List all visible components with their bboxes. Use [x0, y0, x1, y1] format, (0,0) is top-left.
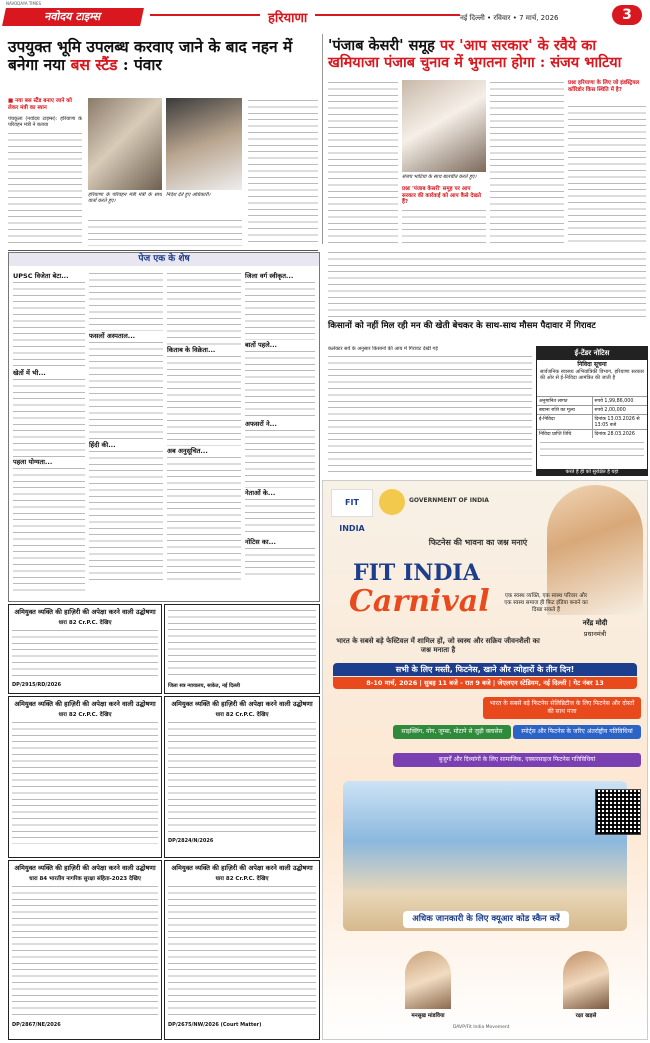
tender-row-value: दिनांक 28.03.2026 — [592, 430, 648, 438]
notice-3-text — [12, 720, 158, 844]
farmers-headline: किसानों को नहीं मिल रही मन की खेती बेचकर के साथ-साथ मौसम पैदावार में गिरावट — [328, 321, 596, 331]
masthead-small: NAVODAYA TIMES — [6, 1, 42, 6]
notice-5 — [8, 860, 162, 1040]
notice-1-section: धारा 82 Cr.P.C. देखिए — [58, 620, 112, 626]
continuation-head-9: बातों पहले... — [245, 341, 278, 349]
continuation-head-11: नेताओं के... — [245, 489, 276, 497]
tender-title: ई-टेंडर नोटिस — [537, 347, 647, 360]
minister-photo-1 — [405, 951, 451, 1009]
tender-row — [537, 396, 647, 405]
right-photo — [402, 80, 486, 172]
notice-4-text — [168, 720, 316, 836]
continuation-text-13 — [245, 497, 315, 537]
notice-6-section: धारा 82 Cr.P.C. देखिए — [215, 876, 269, 882]
left-byline: पंचकूला (नवोदय टाइम्स): हरियाणा के परिवहन मंत्री ने बताया — [8, 116, 82, 129]
activity-chip-4: बुजुर्गों और दिव्यांगों के लिए सामाजिक, एक्सरसाइज फिटनेस गतिविधियां — [393, 753, 641, 767]
stadium-crowd-image — [343, 781, 627, 931]
continuation-head-6: किताब के विक्रेता... — [167, 346, 216, 354]
left-headline-end: : पंवार — [117, 54, 162, 74]
minister-photo-2 — [563, 951, 609, 1009]
left-story-kicker-block — [8, 98, 82, 243]
continuation-text-3 — [13, 466, 85, 592]
continuation-text-1 — [13, 280, 85, 368]
continuation-head-8: जिला वर्ग स्वीकृत... — [245, 272, 294, 280]
ad-dates: सभी के लिए मस्ती, फिटनेस, खाने और त्योहारों के तीन दिन! — [333, 663, 637, 676]
tender-row — [537, 429, 647, 438]
right-headline-a: 'पंजाब केसरी' समूह — [328, 37, 440, 54]
notice-5-text — [12, 884, 158, 1020]
activity-chip-1: भारत के सबसे बड़े फिटनेस सेलिब्रिटीज के लिए फिटनेस और दोस्तों की साथ मजा — [483, 697, 641, 719]
right-question-2: प्रश्नः हरियाणा के लिए जो इंडस्ट्रियल कॉरिडोर किस स्थिति में है? — [568, 80, 640, 93]
farmers-lead: कलेक्टर सर्वे के अनुसार किसानों की आय में गिरावट देखी गई — [328, 346, 438, 352]
tender-row-value: रुपये 1,99,86,000 — [592, 397, 648, 405]
right-story-text-2 — [402, 208, 486, 246]
left-headline-red: बस स्टैंड — [70, 54, 118, 74]
notice-4 — [164, 696, 320, 858]
tender-row-value: दिनांक 13.03.2026 से 13:05 बजे — [592, 415, 648, 429]
left-headline-text: उपयुक्त भूमि उपलब्ध करवाए जाने के बाद नहन में बनेगा नया — [8, 37, 293, 74]
continuation-head-3: पहला योग्यता... — [13, 458, 53, 466]
notice-3-title: अमियुक्त व्यक्ति की हाज़िरी की अपेक्षा करने वाली उद्घोषणा — [9, 697, 161, 710]
continuation-head-2: खेतों में भी... — [13, 369, 46, 377]
qr-prompt: अधिक जानकारी के लिए क्यूआर कोड स्कैन करें — [403, 911, 569, 928]
notice-4-title: अमियुक्त व्यक्ति की हाज़िरी की अपेक्षा करने वाली उद्घोषणा — [165, 697, 319, 710]
right-story-text-1 — [328, 80, 398, 246]
continuation-text-8 — [167, 354, 241, 446]
gov-label: GOVERNMENT OF INDIA — [409, 497, 489, 504]
masthead — [0, 0, 650, 30]
column-divider — [322, 34, 323, 244]
ad-subtitle: भारत के सबसे बड़े फेस्टिवल में शामिल हों, जो स्वस्थ और सक्रिय जीवनशैली का जश्न मनाता है — [336, 637, 540, 654]
left-story-text-col — [248, 98, 318, 246]
pm-name: नरेंद्र मोदी — [582, 619, 608, 627]
ad-tagline: फिटनेस की भावना का जश्न मनाएं — [428, 538, 528, 547]
carnival-title-a: FIT INDIA — [353, 560, 480, 586]
left-headline — [8, 38, 318, 74]
notice-6-title: अमियुक्त व्यक्ति की हाज़िरी की अपेक्षा करने वाली उद्घोषणा — [165, 861, 319, 874]
right-story-text-4 — [568, 104, 646, 246]
continuation-text-4 — [89, 271, 163, 331]
continuation-head-4: फसलों अस्पताल... — [89, 332, 136, 340]
right-caption: संजय भाटिया के साथ बातचीत करते हुए। — [402, 174, 477, 180]
left-caption-2: निर्देश देते हुए अधिकारी। — [166, 192, 211, 198]
continuation-text-9 — [167, 455, 241, 583]
continuation-text-14 — [245, 546, 315, 576]
tender-subtitle: निविदा सूचना — [577, 361, 607, 368]
dateline: नई दिल्ली • रविवार • 7 मार्च, 2026 — [460, 14, 559, 22]
right-headline-b: पर 'आप सरकार' के रवैये का खमियाजा पंजाब चुनाव में भुगतना होगा : संजय भाटिया — [328, 37, 622, 71]
farmers-text — [328, 354, 532, 474]
notice-1-ref: DP/2915/RD/2026 — [12, 682, 62, 688]
left-photo-1 — [88, 98, 162, 190]
fit-india-logo: FIT INDIA — [331, 489, 373, 517]
pm-quote: एक स्वस्थ व्यक्ति, एक स्वस्थ परिवार और एक स्वस्थ समाज ही फिट इंडिया बनाने का दिखा सकते हैं — [504, 593, 588, 613]
continuation-head-12: नोटिस का... — [245, 538, 276, 546]
right-story-continued — [328, 250, 646, 318]
continuation-head-1: UPSC विजेता बेटा... — [13, 272, 69, 280]
notice-1-text — [12, 628, 158, 680]
continuation-col-2 — [89, 271, 163, 583]
tender-notice — [536, 346, 648, 476]
tender-row-label: ई-निविदा — [539, 417, 555, 422]
notice-1-title: अमियुक्त व्यक्ति की हाज़िरी की अपेक्षा करने वाली उद्घोषणा — [9, 605, 161, 618]
ad-footer: DAVP/Fit India Movement — [453, 1025, 510, 1030]
section-title: हरियाणा — [260, 8, 315, 26]
notice-6-text — [168, 884, 316, 1020]
continuation-head-7: अब अनुसूचित... — [167, 447, 208, 455]
continuation-title: पेज एक के शेष — [9, 253, 319, 266]
tender-row — [537, 414, 647, 429]
notice-2-text — [168, 608, 316, 680]
right-headline — [328, 38, 646, 71]
continuation-col-1 — [13, 271, 85, 592]
tender-row-label: निविदा प्राप्ति तिथि — [539, 432, 572, 437]
page-number: 3 — [612, 5, 642, 25]
continuation-text-7 — [167, 271, 241, 345]
continuation-col-3 — [167, 271, 241, 583]
notice-4-section: धारा 82 Cr.P.C. देखिए — [215, 712, 269, 718]
continuation-box — [8, 252, 320, 602]
rule — [8, 250, 318, 251]
tender-text — [540, 440, 644, 460]
emblem-icon — [379, 489, 405, 515]
notice-2-court: जिला सत्र न्यायालय, साकेत, नई दिल्ली — [168, 683, 240, 689]
left-photo-2 — [166, 98, 242, 190]
qr-code — [595, 789, 641, 835]
notice-5-ref: DP/2867/NE/2026 — [12, 1022, 61, 1028]
notice-2 — [164, 604, 320, 694]
minister-name-2: रक्षा खड़से — [575, 1013, 597, 1019]
right-question-1: प्रश्नः 'पंजाब केसरी' समूह पर आप सरकार की कार्रवाई को आप कैसे देखते हैं? — [402, 186, 481, 205]
left-caption-1: हरियाणा के परिवहन मंत्री मंत्री के साथ वार्ता करते हुए। — [88, 192, 162, 205]
continuation-text-11 — [245, 349, 315, 419]
tender-table — [537, 396, 647, 438]
notice-3 — [8, 696, 162, 858]
masthead-logo: नवोदय टाइम्स — [2, 8, 144, 26]
continuation-text-5 — [89, 340, 163, 440]
tender-row-value: रुपये 2,00,000 — [592, 406, 648, 414]
tender-row-label: अनुमानित लागत — [539, 399, 568, 404]
notice-6 — [164, 860, 320, 1040]
fit-india-ad — [322, 480, 648, 1040]
continuation-text-6 — [89, 449, 163, 583]
right-story-text-3 — [490, 80, 564, 246]
notice-3-section: धारा 82 Cr.P.C. देखिए — [58, 712, 112, 718]
left-story-text — [8, 131, 82, 243]
notice-5-section: धारा 84 भारतीय नागरिक सुरक्षा संहिता-2023 देखिए — [29, 876, 141, 882]
tender-row-label: बयाना राशि का मूल्य — [539, 408, 575, 413]
notice-4-ref: DP/2824/N/2026 — [168, 838, 214, 844]
tender-footer: करते हैं ही को सुरक्षित है यहां — [537, 469, 647, 475]
tender-row — [537, 405, 647, 414]
continuation-text-12 — [245, 428, 315, 488]
continuation-head-5: हिंदी की... — [89, 441, 116, 449]
minister-name-1: मनसुख मांडविया — [411, 1013, 445, 1019]
activity-chip-2: साइक्लिंग, योग, जुम्बा, मोटापे से जुड़ी क्लासेस — [393, 725, 511, 739]
notice-1 — [8, 604, 162, 694]
continuation-text-10 — [245, 280, 315, 340]
carnival-title-b: Carnival — [349, 584, 490, 619]
left-story-text-lower — [88, 218, 242, 246]
pm-role: प्रधानमंत्री — [583, 630, 607, 638]
left-kicker: ■ नया बस स्टैंड बनाए जाने को लेकर मंत्री का ब्यान — [8, 98, 72, 111]
notice-5-title: अमियुक्त व्यक्ति की हाज़िरी की अपेक्षा करने वाली उद्घोषणा — [9, 861, 161, 874]
tender-note: सार्वजनिक स्वास्थ्य अभियांत्रिकी विभाग, हरियाणा सरकार की ओर से ई-निविदा आमंत्रित की जाती है — [540, 369, 644, 382]
ad-dates-detail: 8-10 मार्च, 2026 | सुबह 11 बजे - रात 9 बजे | जेएलएन स्टेडियम, नई दिल्ली | गेट नंबर 13 — [333, 677, 637, 689]
notice-6-ref: DP/2675/NW/2026 (Court Matter) — [168, 1022, 262, 1028]
continuation-head-10: अफसरों ने... — [245, 420, 277, 428]
activity-chip-3: स्पोर्ट्स और फिटनेस के जरिए अंतर्राष्ट्रीय गतिविधियां — [513, 725, 641, 739]
continuation-col-4 — [245, 271, 315, 576]
continuation-text-2 — [13, 377, 85, 457]
